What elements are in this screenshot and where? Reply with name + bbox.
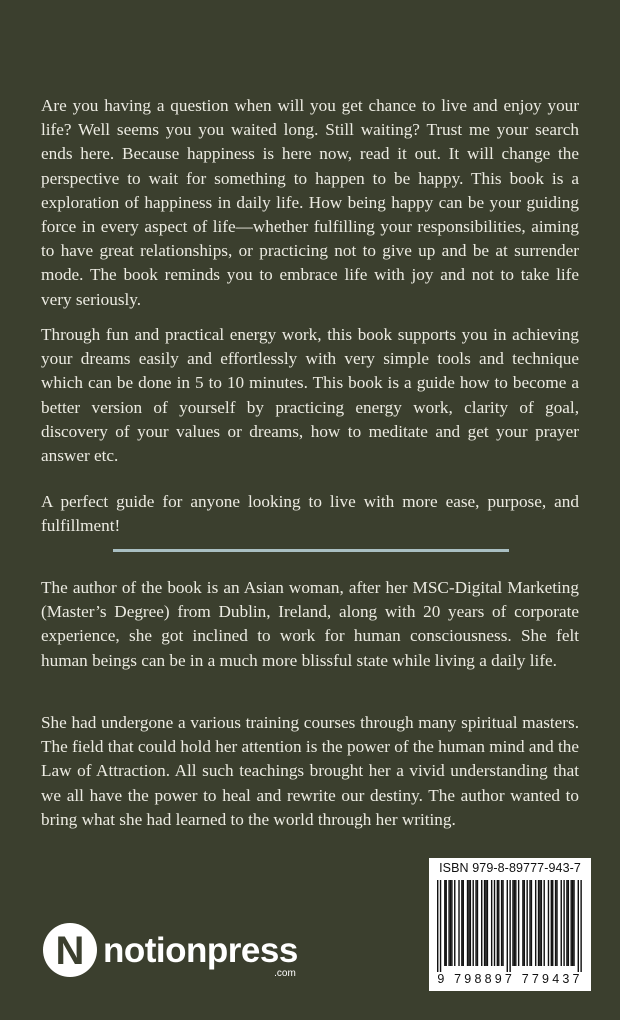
author-paragraph-1: The author of the book is an Asian woman, after her MSC-Digital Marketing (Master’s Degree) from Dublin, Ireland, along with 20 years of corporate experience, she got inclined to work for human consciousness. She felt human beings can be in a much more blissful state while living a daily life.	[41, 578, 579, 670]
publisher-logo-icon	[43, 923, 97, 977]
isbn-barcode	[429, 858, 591, 991]
section-divider	[113, 549, 509, 552]
isbn-label: ISBN 979-8-89777-943-7	[439, 861, 581, 875]
blurb-paragraph-1: Are you having a question when will you get chance to live and enjoy your life? Well seems you you waited long. Still waiting? Trust me your search ends here. Because happiness is here now, read it out. It will change the perspective to wait for something to happen to be happy. This book is a exploration of happiness in daily life. How being happy can be your guiding force in every aspect of life—whether fulfilling your responsibilities, aiming to have great relationships, or practicing not to give up and be at surrender mode. The book reminds you to embrace life with joy and not to take life very seriously.	[41, 96, 579, 309]
barcode-digits: 9 798897 779437	[437, 972, 583, 986]
publisher-domain-suffix: .com	[274, 967, 296, 979]
blurb-paragraph-2: Through fun and practical energy work, this book supports you in achieving your dreams easily and effortlessly with very simple tools and technique which can be done in 5 to 10 minutes. This book is a guide how to become a better version of yourself by practicing energy work, clarity of goal, discovery of your values or dreams, how to meditate and get your prayer answer etc.	[41, 325, 579, 466]
publisher-name-text: notionpress	[103, 930, 298, 970]
blurb-paragraph-3: A perfect guide for anyone looking to live with more ease, purpose, and fulfillment!	[41, 492, 579, 536]
author-paragraph-2: She had undergone a various training courses through many spiritual masters. The field that could hold her attention is the power of the human mind and the Law of Attraction. All such teachings brought her a vivid understanding that we all have the power to heal and rewrite our destiny. The author wanted to bring what she had learned to the world through her writing.	[41, 713, 579, 829]
publisher-name	[103, 930, 298, 979]
barcode-image	[435, 880, 585, 972]
publisher-logo-letter: N	[55, 928, 85, 973]
publisher-logo	[43, 921, 298, 979]
